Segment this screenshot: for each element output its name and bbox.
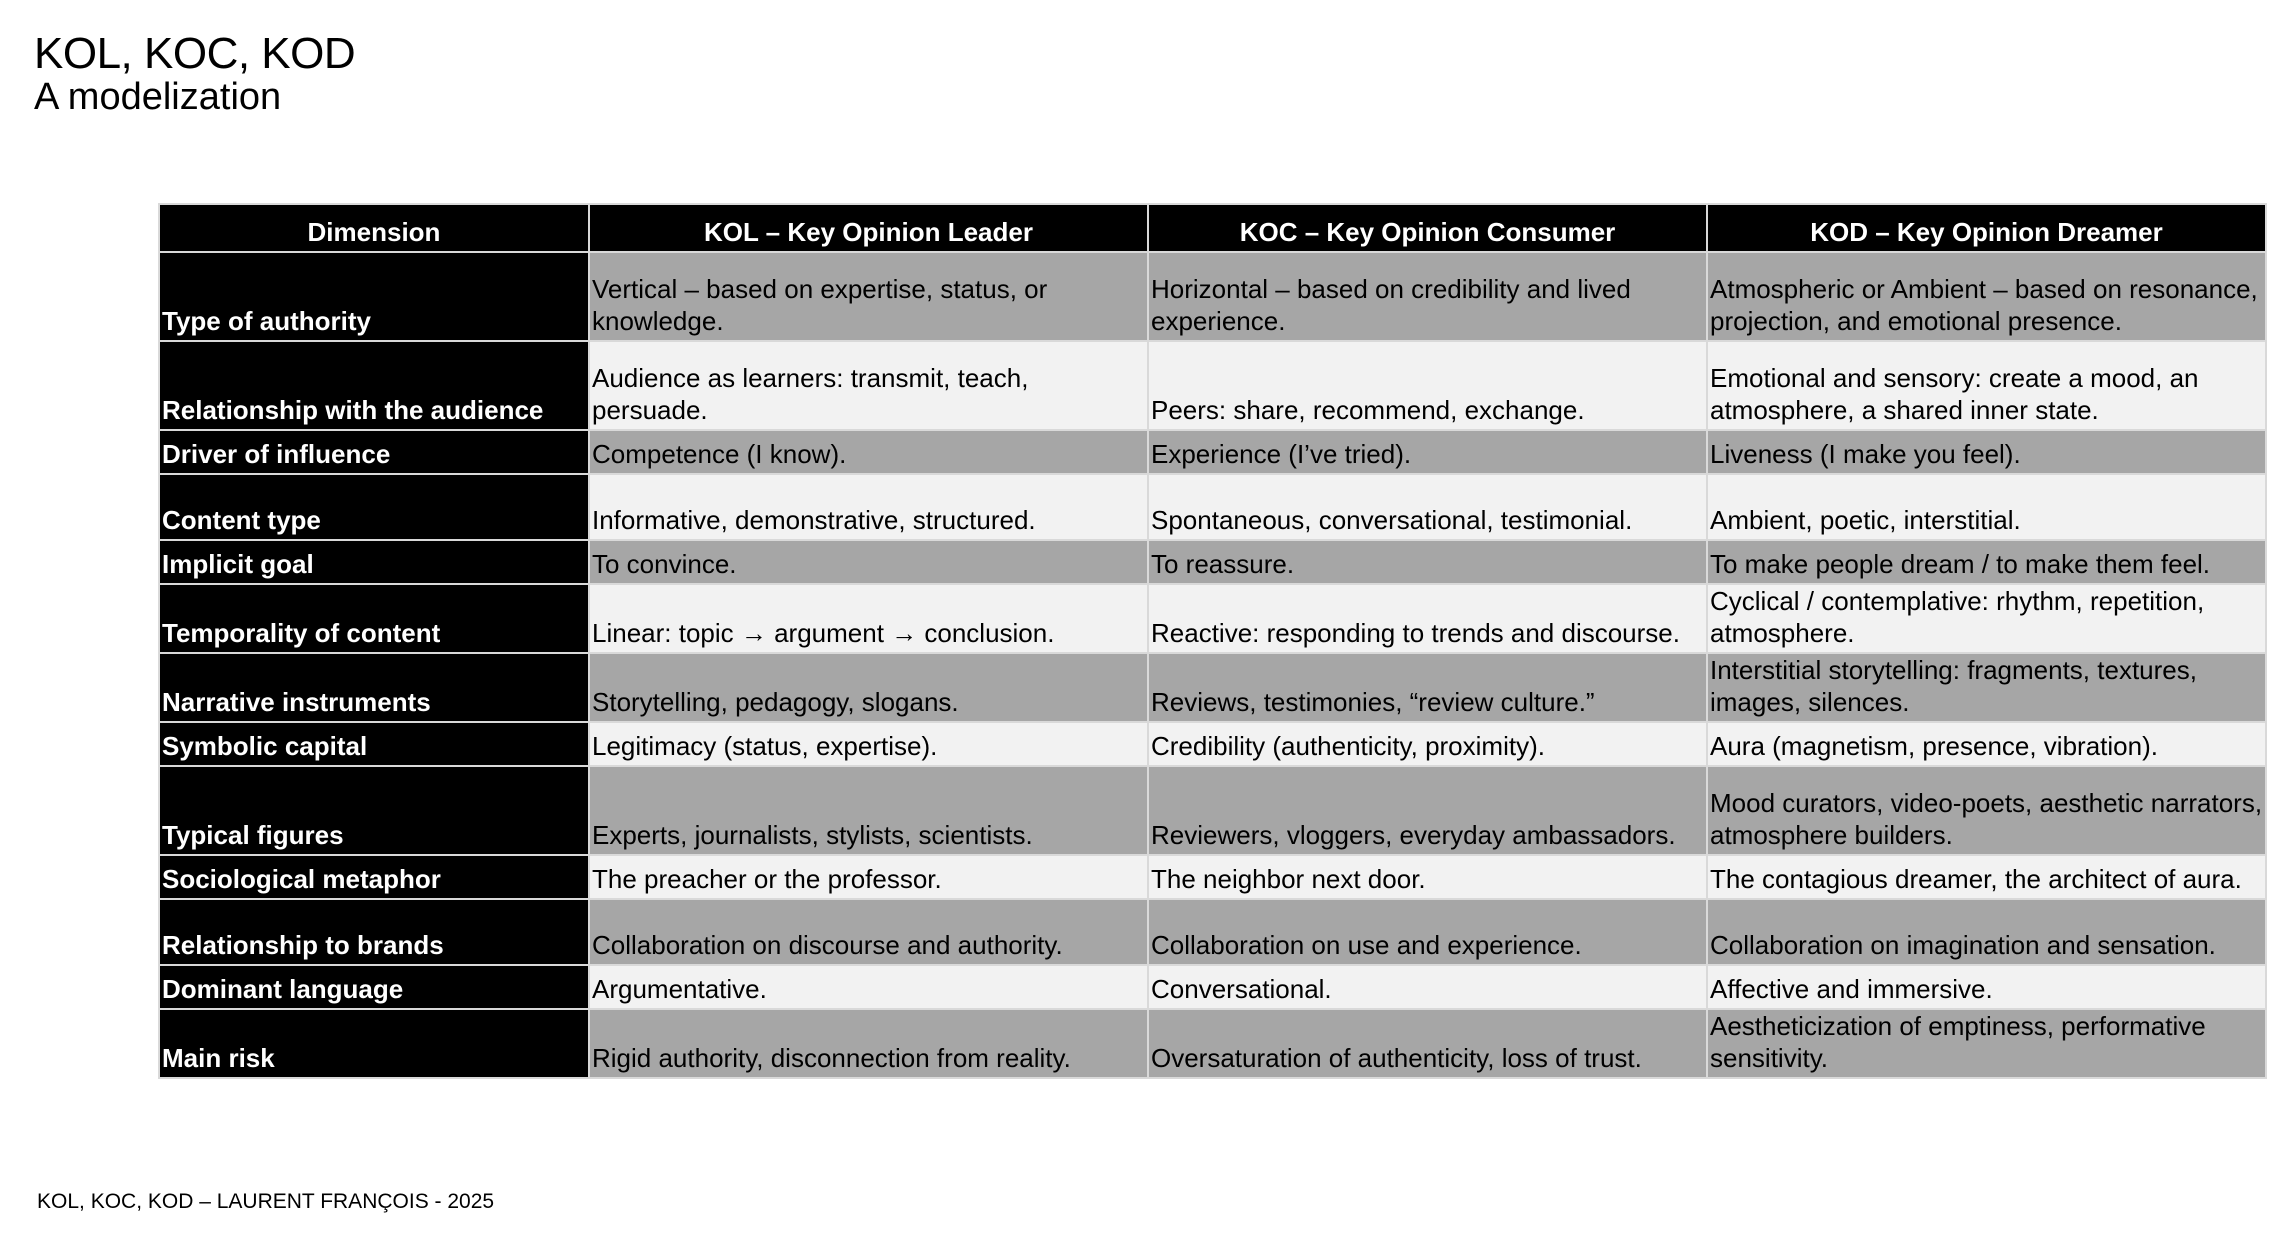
- table-row: [159, 341, 2266, 430]
- dimension-cell: Implicit goal: [159, 540, 589, 584]
- table-row: [159, 430, 2266, 474]
- kol-cell: Experts, journalists, stylists, scientists.: [589, 766, 1148, 855]
- kod-cell: Atmospheric or Ambient – based on resonance, projection, and emotional presence.: [1707, 252, 2266, 341]
- table-header-row: [159, 204, 2266, 252]
- koc-cell: Peers: share, recommend, exchange.: [1148, 341, 1707, 430]
- kod-cell: The contagious dreamer, the architect of aura.: [1707, 855, 2266, 899]
- kod-cell: Aura (magnetism, presence, vibration).: [1707, 722, 2266, 766]
- kol-cell: Informative, demonstrative, structured.: [589, 474, 1148, 540]
- kod-cell: Emotional and sensory: create a mood, an atmosphere, a shared inner state.: [1707, 341, 2266, 430]
- kod-cell: Cyclical / contemplative: rhythm, repetition, atmosphere.: [1707, 584, 2266, 653]
- kod-cell: Affective and immersive.: [1707, 965, 2266, 1009]
- column-header-kod: KOD – Key Opinion Dreamer: [1707, 204, 2266, 252]
- koc-cell: Oversaturation of authenticity, loss of trust.: [1148, 1009, 1707, 1078]
- koc-cell: Credibility (authenticity, proximity).: [1148, 722, 1707, 766]
- koc-cell: Conversational.: [1148, 965, 1707, 1009]
- dimension-cell: Symbolic capital: [159, 722, 589, 766]
- dimension-cell: Driver of influence: [159, 430, 589, 474]
- koc-cell: To reassure.: [1148, 540, 1707, 584]
- kol-cell: Argumentative.: [589, 965, 1148, 1009]
- column-header-kol: KOL – Key Opinion Leader: [589, 204, 1148, 252]
- kod-cell: Aestheticization of emptiness, performative sensitivity.: [1707, 1009, 2266, 1078]
- table-row: [159, 1009, 2266, 1078]
- dimension-cell: Sociological metaphor: [159, 855, 589, 899]
- kol-cell: The preacher or the professor.: [589, 855, 1148, 899]
- dimension-cell: Main risk: [159, 1009, 589, 1078]
- kod-cell: Liveness (I make you feel).: [1707, 430, 2266, 474]
- column-header-koc: KOC – Key Opinion Consumer: [1148, 204, 1707, 252]
- table-row: [159, 766, 2266, 855]
- dimension-cell: Content type: [159, 474, 589, 540]
- kol-cell: To convince.: [589, 540, 1148, 584]
- table-row: [159, 965, 2266, 1009]
- koc-cell: Collaboration on use and experience.: [1148, 899, 1707, 965]
- table-row: [159, 653, 2266, 722]
- table-row: [159, 584, 2266, 653]
- koc-cell: Horizontal – based on credibility and lived experience.: [1148, 252, 1707, 341]
- dimension-cell: Relationship with the audience: [159, 341, 589, 430]
- koc-cell: Reactive: responding to trends and discourse.: [1148, 584, 1707, 653]
- table-row: [159, 855, 2266, 899]
- page-title: KOL, KOC, KOD: [34, 29, 356, 78]
- dimension-cell: Relationship to brands: [159, 899, 589, 965]
- kol-cell: Storytelling, pedagogy, slogans.: [589, 653, 1148, 722]
- page-footer: KOL, KOC, KOD – LAURENT FRANÇOIS - 2025: [37, 1190, 495, 1213]
- comparison-table: [158, 203, 2267, 1079]
- kol-cell: Competence (I know).: [589, 430, 1148, 474]
- table-row: [159, 474, 2266, 540]
- kol-cell: Collaboration on discourse and authority.: [589, 899, 1148, 965]
- kod-cell: Mood curators, video-poets, aesthetic narrators, atmosphere builders.: [1707, 766, 2266, 855]
- table-row: [159, 722, 2266, 766]
- dimension-cell: Temporality of content: [159, 584, 589, 653]
- koc-cell: The neighbor next door.: [1148, 855, 1707, 899]
- koc-cell: Reviewers, vloggers, everyday ambassadors.: [1148, 766, 1707, 855]
- table-row: [159, 540, 2266, 584]
- table-row: [159, 899, 2266, 965]
- kod-cell: Ambient, poetic, interstitial.: [1707, 474, 2266, 540]
- table-row: [159, 252, 2266, 341]
- kod-cell: Collaboration on imagination and sensation.: [1707, 899, 2266, 965]
- dimension-cell: Dominant language: [159, 965, 589, 1009]
- koc-cell: Reviews, testimonies, “review culture.”: [1148, 653, 1707, 722]
- koc-cell: Experience (I’ve tried).: [1148, 430, 1707, 474]
- dimension-cell: Type of authority: [159, 252, 589, 341]
- page-subtitle: A modelization: [34, 76, 282, 118]
- kod-cell: Interstitial storytelling: fragments, textures, images, silences.: [1707, 653, 2266, 722]
- kol-cell: Legitimacy (status, expertise).: [589, 722, 1148, 766]
- dimension-cell: Typical figures: [159, 766, 589, 855]
- column-header-dimension: Dimension: [159, 204, 589, 252]
- kod-cell: To make people dream / to make them feel.: [1707, 540, 2266, 584]
- dimension-cell: Narrative instruments: [159, 653, 589, 722]
- kol-cell: Linear: topic → argument → conclusion.: [589, 584, 1148, 653]
- kol-cell: Rigid authority, disconnection from reality.: [589, 1009, 1148, 1078]
- koc-cell: Spontaneous, conversational, testimonial.: [1148, 474, 1707, 540]
- kol-cell: Audience as learners: transmit, teach, persuade.: [589, 341, 1148, 430]
- kol-cell: Vertical – based on expertise, status, or knowledge.: [589, 252, 1148, 341]
